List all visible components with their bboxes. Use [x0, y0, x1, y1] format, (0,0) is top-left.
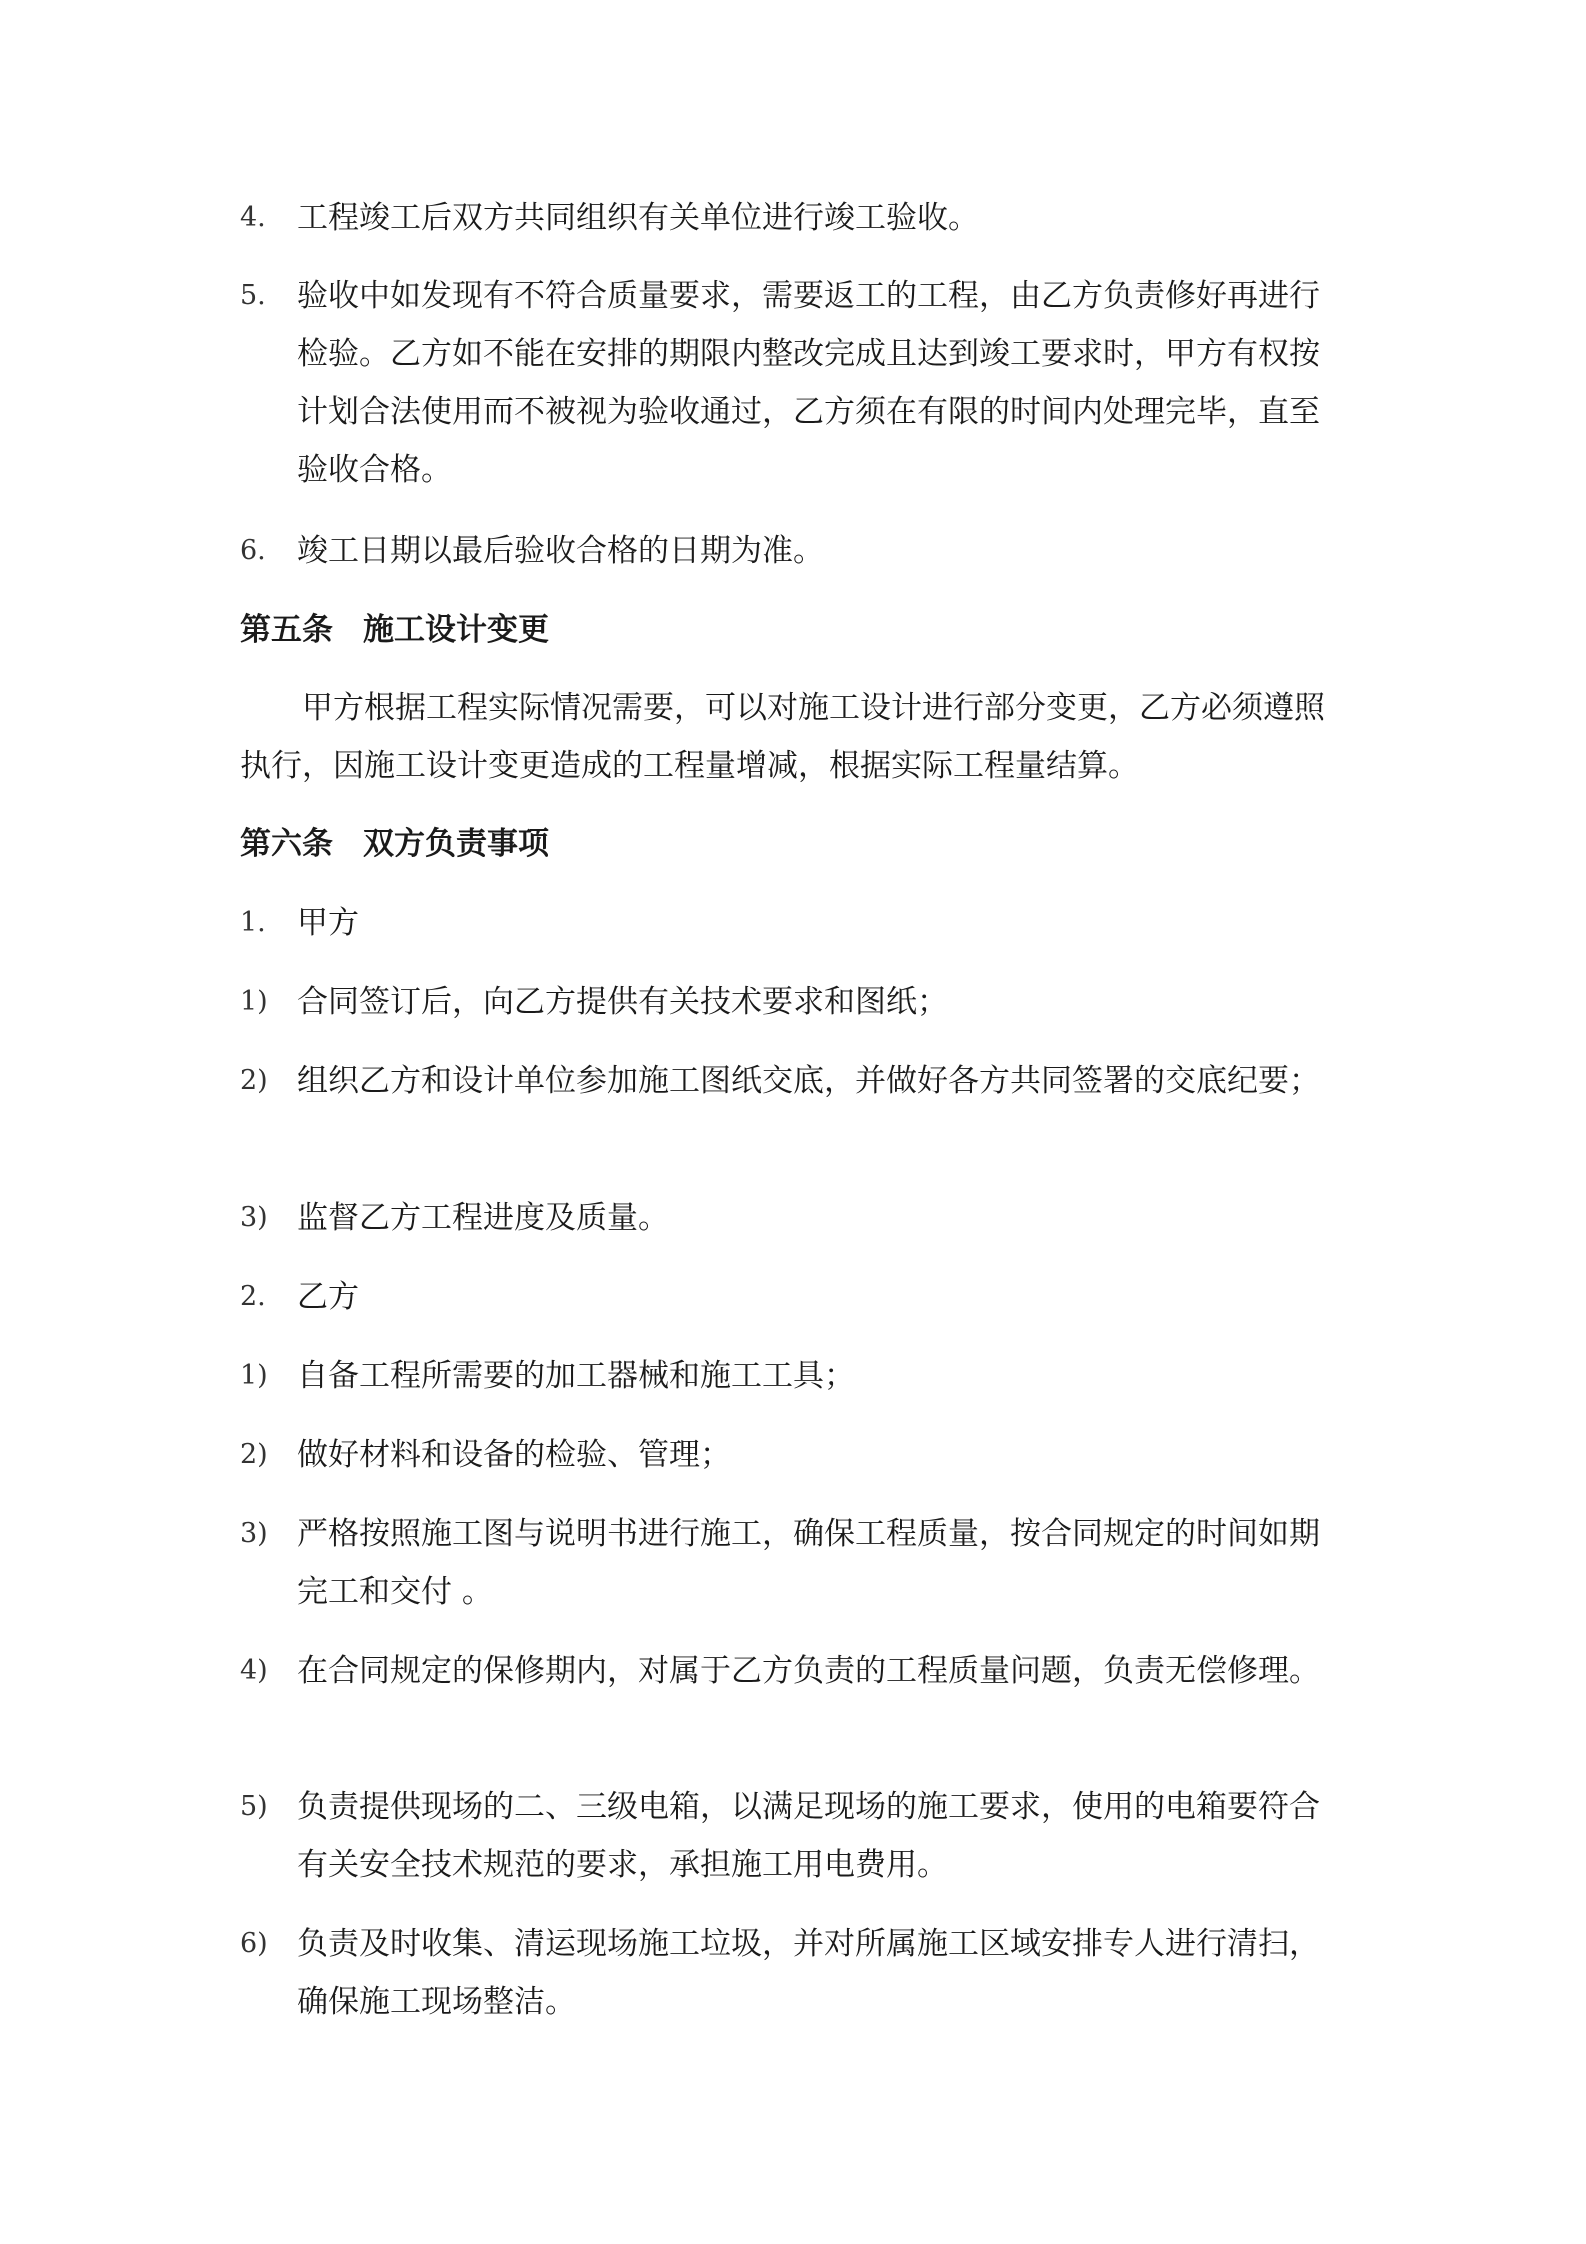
list-item-number: 6. [240, 535, 266, 566]
list-item-text: 合同签订后，向乙方提供有关技术要求和图纸； [297, 984, 948, 1020]
list-item-number: 1) [240, 1360, 268, 1391]
article-5-paragraph: 甲方根据工程实际情况需要，可以对施工设计进行部分变更，乙方必须遵照执行，因施工设计变更造成的工程量增减，根据实际工程量结算。 [240, 690, 1325, 784]
list-item-number: 4) [240, 1655, 268, 1686]
list-item-number: 5. [240, 280, 266, 311]
article-5-heading [240, 601, 1350, 659]
list-item-text: 在合同规定的保修期内，对属于乙方负责的工程质量问题，负责无偿修理。 [297, 1653, 1320, 1689]
article-title: 双方负责事项 [363, 826, 549, 862]
list-item-text: 验收中如发现有不符合质量要求，需要返工的工程，由乙方负责修好再进行检验。乙方如不能在安排的期限内整改完成且达到竣工要求时，甲方有权按计划合法使用而不被视为验收通过，乙方须在有限的时间内处理完毕，直至验收合格。 [297, 278, 1320, 488]
list-item-number: 1. [240, 907, 266, 938]
list-item-text: 严格按照施工图与说明书进行施工，确保工程质量，按合同规定的时间如期完工和交付 。 [297, 1516, 1320, 1610]
list-item-number: 2) [240, 1065, 268, 1096]
list-item-number: 3) [240, 1202, 268, 1233]
list-item-number: 5) [240, 1791, 268, 1822]
list-item-text: 做好材料和设备的检验、管理； [297, 1437, 731, 1473]
list-item-text: 自备工程所需要的加工器械和施工工具； [297, 1358, 855, 1394]
list-item-number: 4. [240, 202, 266, 233]
list-item-text: 组织乙方和设计单位参加施工图纸交底，并做好各方共同签署的交底纪要； [297, 1063, 1320, 1099]
list-item-text: 负责提供现场的二、三级电箱，以满足现场的施工要求，使用的电箱要符合有关安全技术规范的要求，承担施工用电费用。 [297, 1789, 1320, 1883]
list-item-number: 2) [240, 1439, 268, 1470]
party-a-label: 甲方 [297, 905, 359, 941]
article-title: 施工设计变更 [363, 612, 549, 648]
list-item-text: 监督乙方工程进度及质量。 [297, 1200, 669, 1236]
list-item-text: 负责及时收集、清运现场施工垃圾，并对所属施工区域安排专人进行清扫，确保施工现场整洁。 [297, 1926, 1320, 2020]
article-number: 第五条 [240, 612, 333, 648]
list-item-number: 3) [240, 1518, 268, 1549]
party-b-label: 乙方 [297, 1279, 359, 1315]
article-number: 第六条 [240, 826, 333, 862]
list-item-text: 竣工日期以最后验收合格的日期为准。 [297, 533, 824, 569]
list-item-text: 工程竣工后双方共同组织有关单位进行竣工验收。 [297, 200, 979, 236]
list-item-number: 6) [240, 1928, 268, 1959]
list-item-number: 1) [240, 986, 268, 1017]
list-item-number: 2. [240, 1281, 266, 1312]
article-6-heading [240, 815, 1350, 873]
